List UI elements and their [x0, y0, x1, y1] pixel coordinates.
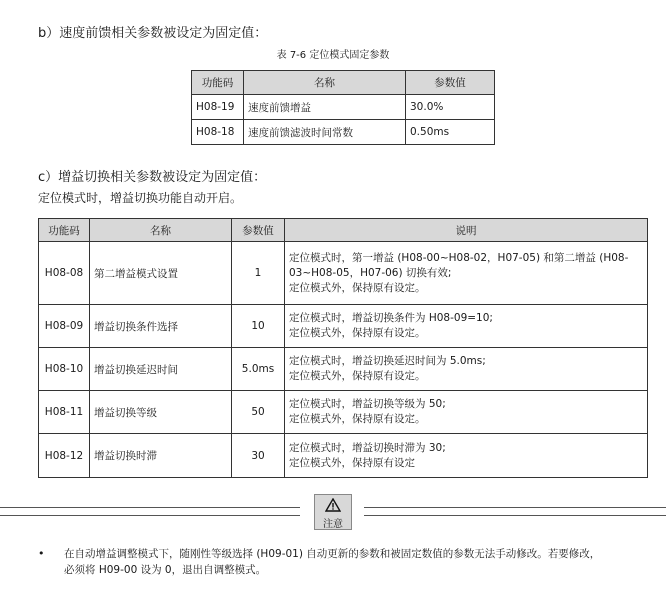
section-c-intro: 定位模式时，增益切换功能自动开启。: [38, 191, 243, 205]
header-code: 功能码: [39, 219, 90, 242]
table-row: [192, 120, 495, 145]
row-name: 增益切换条件选择: [90, 305, 232, 348]
caution-label: 注意: [323, 519, 343, 530]
desc-line: 03~H08-05，H07-06) 切换有效;: [289, 266, 452, 279]
table-row: [39, 434, 648, 478]
header-name: 名称: [90, 219, 232, 242]
table-row: [192, 95, 495, 120]
table-row: [39, 242, 648, 305]
note-text: [64, 546, 600, 578]
row-value: 30.0%: [406, 95, 495, 120]
desc-line: 定位模式外，保持原有设定。: [289, 281, 426, 294]
header-value: 参数值: [406, 71, 495, 95]
table-caption: 表 7-6 定位模式固定参数: [276, 50, 390, 61]
row-desc: [285, 348, 648, 391]
desc-line: 定位模式时，增益切换延迟时间为 5.0ms;: [289, 355, 486, 367]
table-row: [39, 348, 648, 391]
fixed-params-table: [191, 70, 495, 145]
warning-icon: [325, 498, 341, 512]
row-name: 第二增益模式设置: [90, 242, 232, 305]
table-header-row: [192, 71, 495, 95]
header-name: 名称: [244, 71, 406, 95]
desc-line: 定位模式时，增益切换时滞为 30;: [289, 441, 446, 454]
desc-line: 定位模式外，保持原有设定。: [289, 327, 426, 339]
row-code: H08-12: [39, 434, 90, 478]
divider-left-bottom: [0, 515, 300, 516]
row-desc: [285, 434, 648, 478]
desc-line: 定位模式外，保持原有设定: [289, 456, 415, 469]
row-value: 30: [232, 434, 285, 478]
bullet-marker: •: [38, 547, 45, 560]
header-value: 参数值: [232, 219, 285, 242]
row-name: 增益切换等级: [90, 391, 232, 434]
row-code: H08-18: [192, 120, 244, 145]
row-name: 增益切换延迟时间: [90, 348, 232, 391]
header-desc: 说明: [285, 219, 648, 242]
row-value: 50: [232, 391, 285, 434]
divider-left-top: [0, 507, 300, 508]
section-c-heading: c）增益切换相关参数被设定为固定值：: [38, 170, 267, 185]
table-row: [39, 391, 648, 434]
row-name: 速度前馈滤波时间常数: [244, 120, 406, 145]
row-value: 1: [232, 242, 285, 305]
desc-line: 定位模式时，增益切换等级为 50;: [289, 398, 446, 410]
divider-right-top: [364, 507, 666, 508]
row-code: H08-10: [39, 348, 90, 391]
row-code: H08-09: [39, 305, 90, 348]
desc-line: 定位模式时，第一增益 (H08-00~H08-02，H07-05) 和第二增益 (H08-: [289, 251, 629, 264]
row-name: 速度前馈增益: [244, 95, 406, 120]
row-desc: [285, 242, 648, 305]
note-line: 在自动增益调整模式下，随刚性等级选择 (H09-01) 自动更新的参数和被固定数值的参数无法手动修改。若要修改，: [64, 548, 601, 560]
row-value: 5.0ms: [232, 348, 285, 391]
row-code: H08-08: [39, 242, 90, 305]
table-row: [39, 305, 648, 348]
row-code: H08-11: [39, 391, 90, 434]
row-value: 10: [232, 305, 285, 348]
desc-line: 定位模式时，增益切换条件为 H08-09=10;: [289, 312, 493, 324]
divider-right-bottom: [364, 515, 666, 516]
gain-switch-table: [38, 218, 648, 478]
header-code: 功能码: [192, 71, 244, 95]
row-value: 0.50ms: [406, 120, 495, 145]
section-b-heading: b）速度前馈相关参数被设定为固定值：: [38, 26, 268, 41]
caution-badge: [314, 494, 352, 530]
desc-line: 定位模式外，保持原有设定。: [289, 370, 426, 382]
row-code: H08-19: [192, 95, 244, 120]
row-desc: [285, 305, 648, 348]
row-name: 增益切换时滞: [90, 434, 232, 478]
desc-line: 定位模式外，保持原有设定。: [289, 413, 426, 425]
row-desc: [285, 391, 648, 434]
table-header-row: [39, 219, 648, 242]
note-line: 必须将 H09-00 设为 0，退出自调整模式。: [64, 564, 267, 576]
